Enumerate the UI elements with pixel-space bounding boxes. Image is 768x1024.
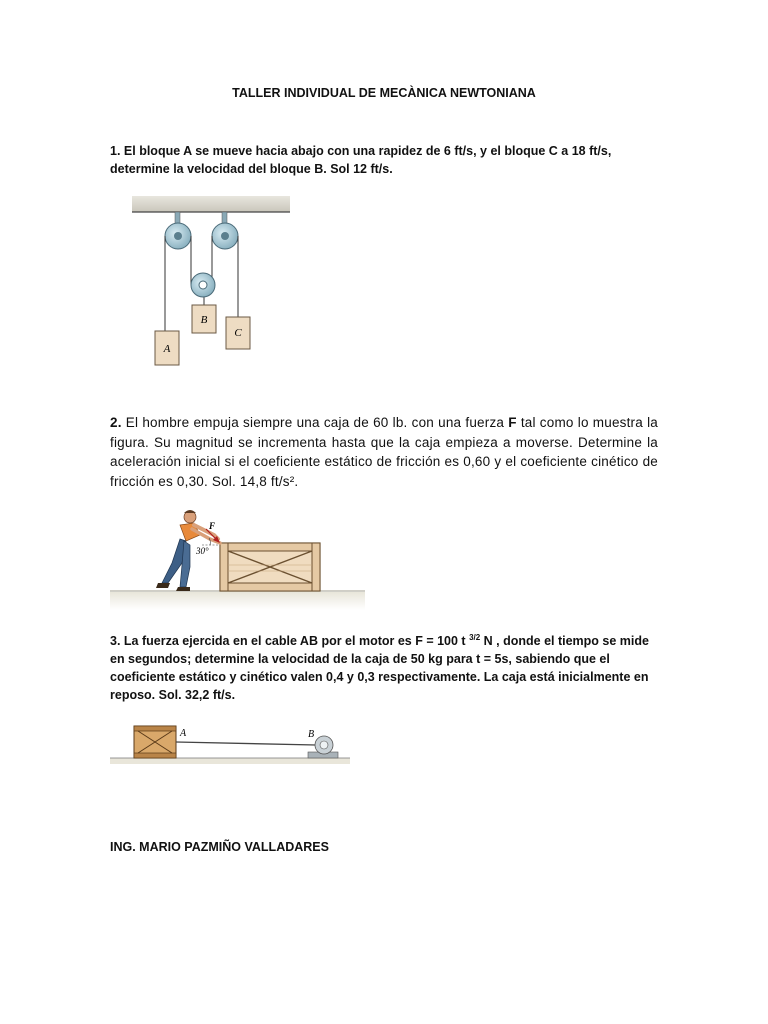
problem-3-text-part-2: N , donde el tiempo se mide en segundos; determine la velocidad de la caja de 50 kg para t = 5s, sabiendo que el coeficiente estático y cinético valen 0,4 y 0,3 respectivamente. La caja está inicialmente en reposo. Sol. 32,2 ft/s.	[110, 634, 649, 703]
block-a-label: A	[163, 343, 171, 355]
problem-1-line-1: El bloque A se mueve hacia abajo con una rapidez de 6 ft/s, y el bloque C a 18 ft/s,	[120, 144, 612, 158]
angle-label: 30°	[196, 546, 209, 556]
problem-3-text	[110, 629, 658, 704]
block-b-label: B	[200, 314, 208, 326]
point-a-label: A	[180, 728, 187, 739]
problem-3-text-part-1: La fuerza ejercida en el cable AB por el motor es F = 100 t	[120, 634, 470, 649]
problem-2-number: 2.	[110, 415, 122, 430]
problem-3-number: 3.	[110, 634, 121, 649]
problem-1-line-2: determine la velocidad del bloque B. Sol 12 ft/s.	[110, 162, 393, 176]
problem-2-text	[110, 413, 658, 491]
problem-1-number: 1.	[110, 144, 121, 158]
document-title: TALLER INDIVIDUAL DE MECÀNICA NEWTONIANA	[232, 86, 536, 100]
man-pushing-crate-figure	[110, 505, 365, 610]
author-signature: ING. MARIO PAZMIÑO VALLADARES	[110, 840, 329, 854]
problem-1-text	[110, 142, 650, 178]
pulley-system-figure	[128, 193, 293, 373]
force-label: F	[209, 521, 216, 531]
problem-3-exponent: 3/2	[469, 633, 481, 642]
problem-2-text-part-2: tal como lo muestra la figura. Su magnitud se incrementa hasta que la caja empieza a moverse. Determine la aceleración inicial si el coeficiente estático de fricción es 0,60 y el coeficiente cinético de fricción es 0,30. Sol. 14,8 ft/s².	[110, 415, 658, 489]
point-b-label: B	[308, 729, 315, 740]
block-c-label: C	[234, 327, 242, 339]
problem-2-text-part-1: El hombre empuja siempre una caja de 60 lb. con una fuerza	[121, 415, 509, 430]
problem-2-force-symbol: F	[508, 415, 517, 430]
crate-motor-cable-figure	[110, 718, 350, 766]
